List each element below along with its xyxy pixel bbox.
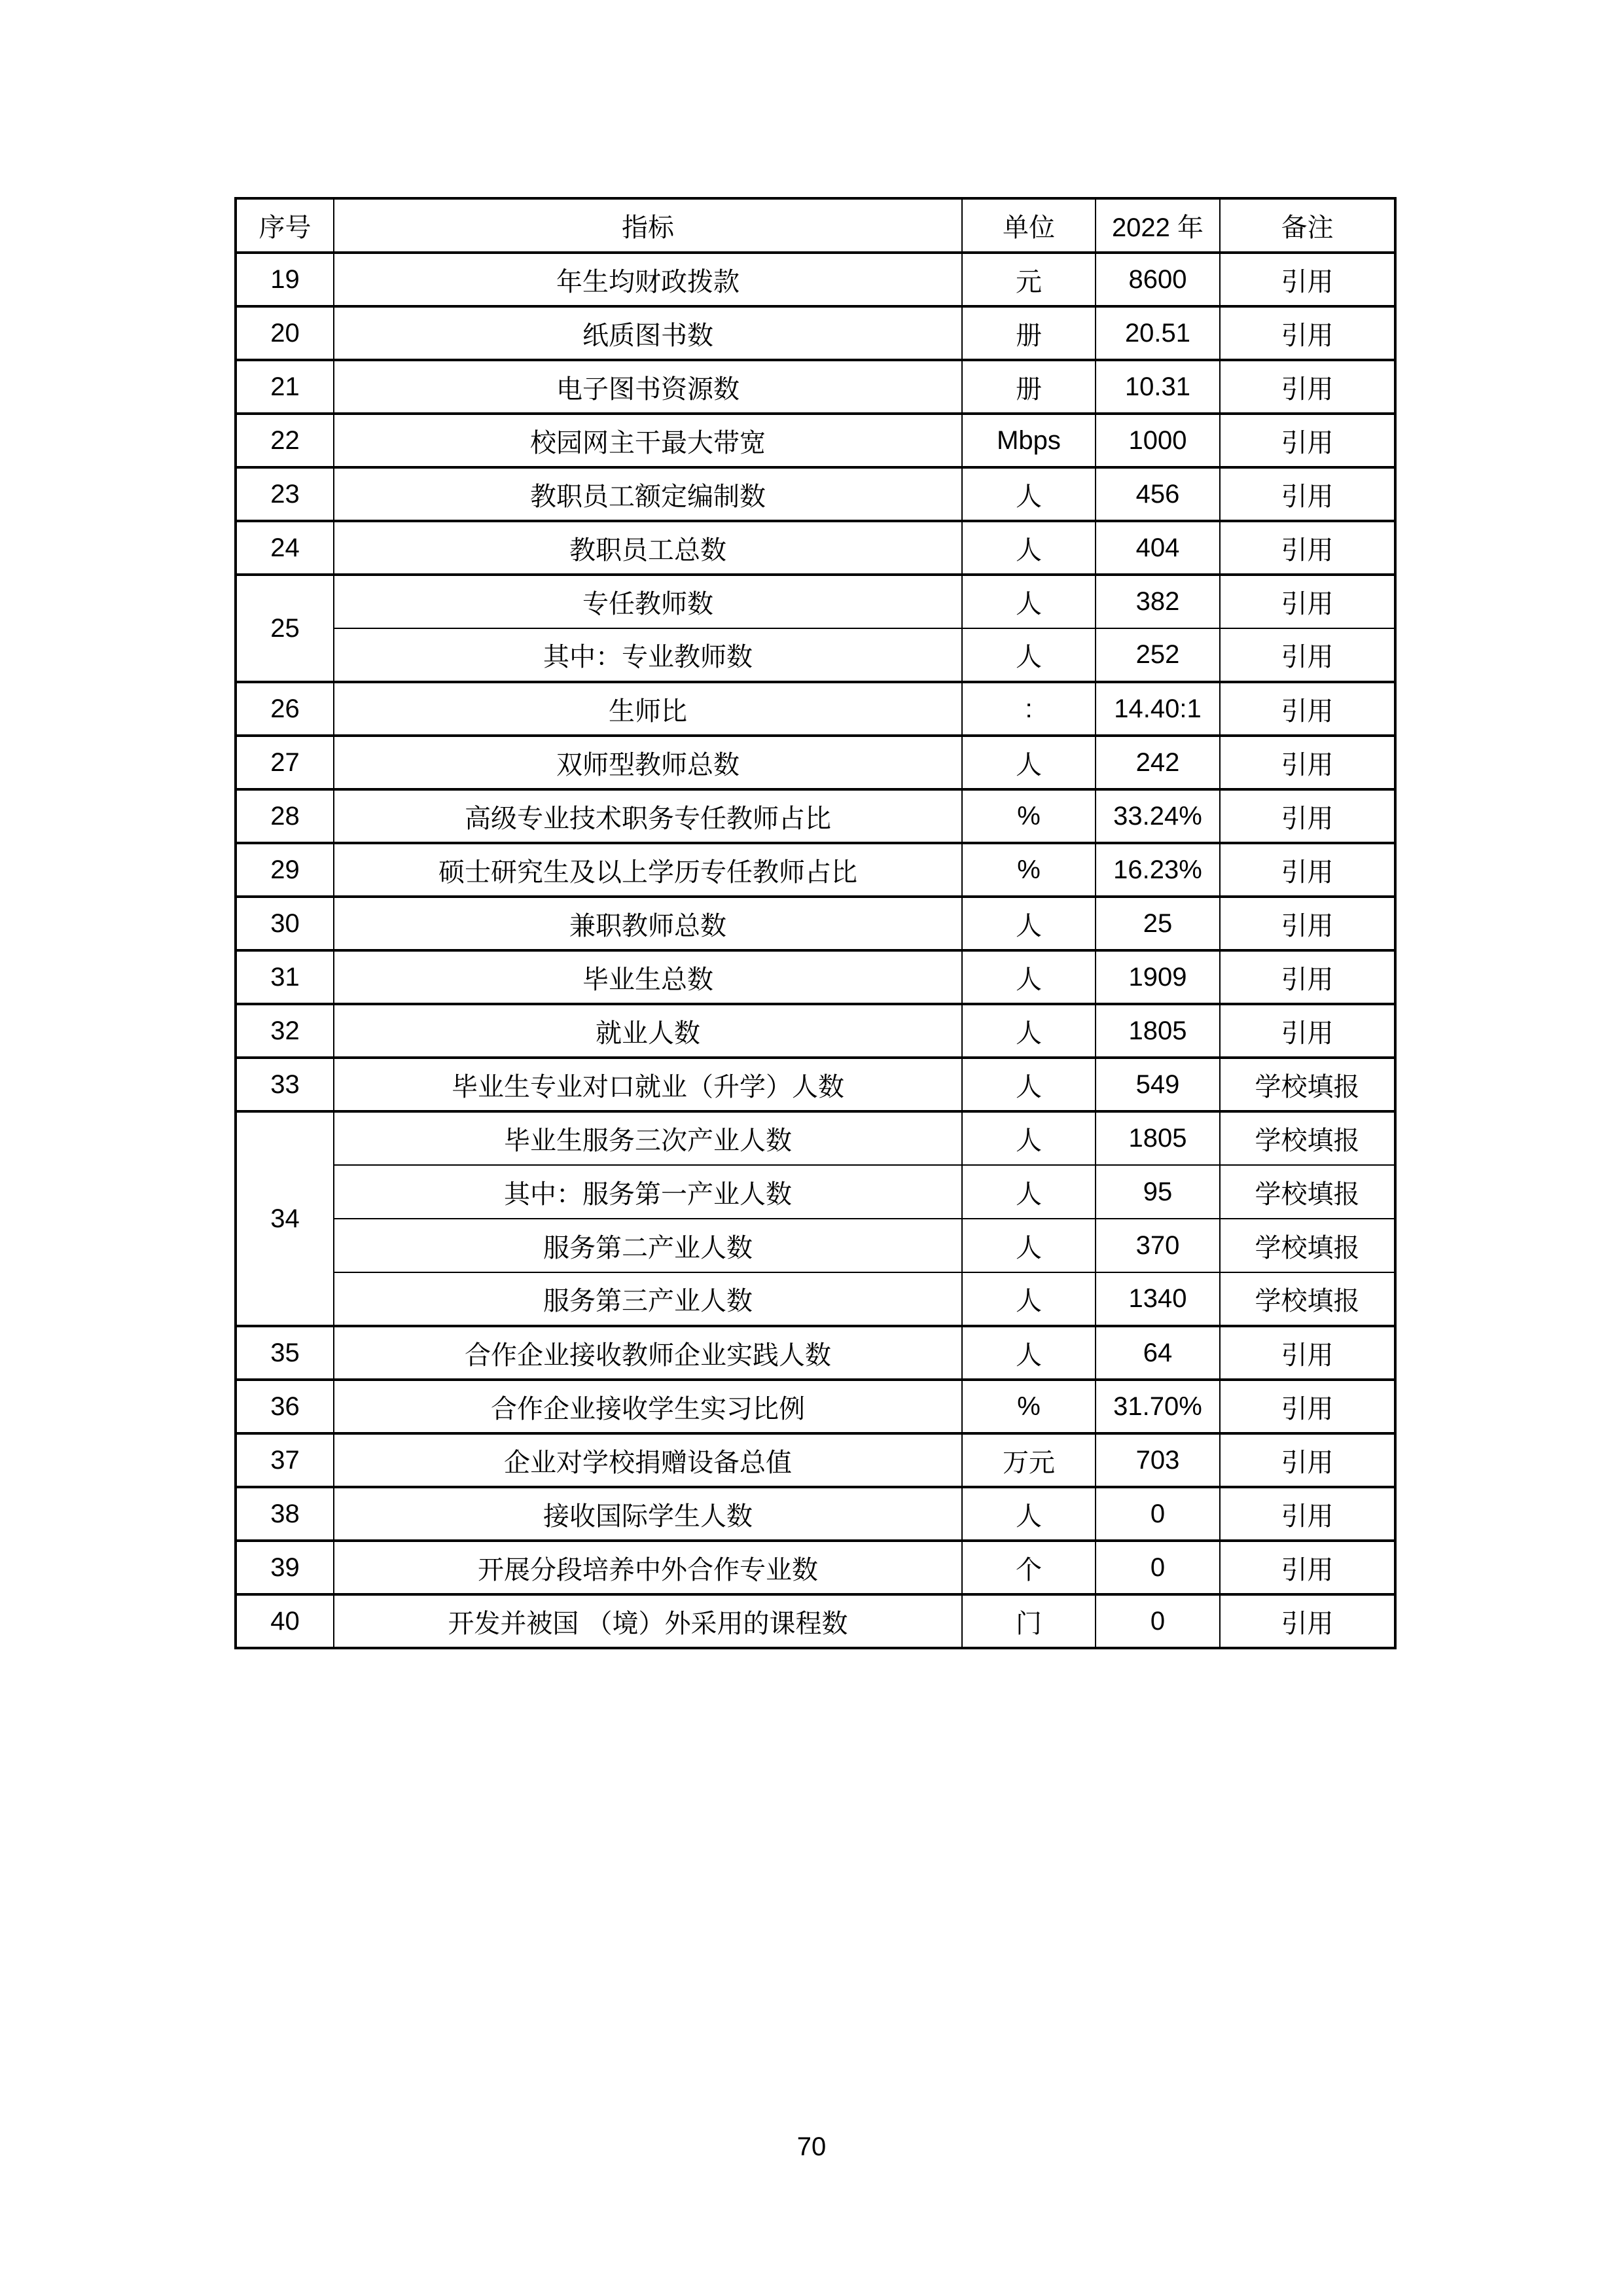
cell-serial-number: 36: [236, 1380, 334, 1433]
cell-value: 0: [1096, 1487, 1220, 1541]
cell-indicator: 教职员工额定编制数: [334, 467, 962, 521]
table-header-row: [236, 198, 1395, 253]
cell-value: 703: [1096, 1433, 1220, 1487]
cell-unit: 人: [962, 1004, 1096, 1058]
cell-value: 16.23%: [1096, 843, 1220, 897]
cell-indicator: 生师比: [334, 682, 962, 736]
cell-serial-number: 25: [236, 575, 334, 682]
cell-indicator: 其中：服务第一产业人数: [334, 1165, 962, 1219]
cell-value: 14.40:1: [1096, 682, 1220, 736]
cell-value: 549: [1096, 1058, 1220, 1111]
cell-note: 引用: [1220, 736, 1395, 789]
cell-unit: 人: [962, 575, 1096, 628]
cell-value: 252: [1096, 628, 1220, 682]
cell-value: 456: [1096, 467, 1220, 521]
cell-note: 引用: [1220, 306, 1395, 360]
cell-value: 95: [1096, 1165, 1220, 1219]
page-number: 70: [796, 2132, 827, 2161]
cell-serial-number: 40: [236, 1594, 334, 1648]
cell-serial-number: 27: [236, 736, 334, 789]
cell-serial-number: 38: [236, 1487, 334, 1541]
table-row: [236, 1004, 1395, 1058]
table-row: [236, 897, 1395, 950]
cell-indicator: 毕业生专业对口就业（升学）人数: [334, 1058, 962, 1111]
cell-note: 引用: [1220, 467, 1395, 521]
cell-value: 33.24%: [1096, 789, 1220, 843]
table-row: [236, 467, 1395, 521]
cell-unit: 人: [962, 521, 1096, 575]
cell-indicator: 服务第二产业人数: [334, 1219, 962, 1272]
cell-note: 学校填报: [1220, 1219, 1395, 1272]
cell-unit: 个: [962, 1541, 1096, 1594]
table-row: [236, 736, 1395, 789]
cell-indicator: 硕士研究生及以上学历专任教师占比: [334, 843, 962, 897]
cell-serial-number: 32: [236, 1004, 334, 1058]
cell-serial-number: 31: [236, 950, 334, 1004]
cell-unit: Mbps: [962, 414, 1096, 467]
table-row: [236, 1326, 1395, 1380]
cell-unit: 万元: [962, 1433, 1096, 1487]
cell-value: 0: [1096, 1541, 1220, 1594]
cell-note: 引用: [1220, 1594, 1395, 1648]
column-header-note: 备注: [1220, 198, 1395, 253]
table-body: [236, 253, 1395, 1648]
table-row: [236, 414, 1395, 467]
cell-value: 20.51: [1096, 306, 1220, 360]
cell-indicator: 纸质图书数: [334, 306, 962, 360]
cell-serial-number: 20: [236, 306, 334, 360]
cell-value: 0: [1096, 1594, 1220, 1648]
cell-note: 引用: [1220, 1433, 1395, 1487]
cell-serial-number: 24: [236, 521, 334, 575]
cell-value: 64: [1096, 1326, 1220, 1380]
cell-serial-number: 39: [236, 1541, 334, 1594]
cell-note: 引用: [1220, 1326, 1395, 1380]
cell-note: 引用: [1220, 1487, 1395, 1541]
cell-value: 10.31: [1096, 360, 1220, 414]
cell-indicator: 年生均财政拨款: [334, 253, 962, 306]
cell-unit: 人: [962, 1272, 1096, 1326]
table-row: [236, 1487, 1395, 1541]
cell-indicator: 毕业生服务三次产业人数: [334, 1111, 962, 1165]
cell-indicator: 开发并被国 （境）外采用的课程数: [334, 1594, 962, 1648]
cell-value: 1805: [1096, 1111, 1220, 1165]
cell-value: 404: [1096, 521, 1220, 575]
table-row: [236, 306, 1395, 360]
cell-unit: 人: [962, 1219, 1096, 1272]
cell-indicator: 就业人数: [334, 1004, 962, 1058]
cell-note: 引用: [1220, 1004, 1395, 1058]
cell-serial-number: 19: [236, 253, 334, 306]
column-header-serial: 序号: [236, 198, 334, 253]
cell-serial-number: 37: [236, 1433, 334, 1487]
table-row: [236, 521, 1395, 575]
column-header-unit: 单位: [962, 198, 1096, 253]
cell-unit: 人: [962, 736, 1096, 789]
table-row: [236, 575, 1395, 628]
table-sub-row: [236, 1165, 1395, 1219]
table-row: [236, 682, 1395, 736]
cell-serial-number: 28: [236, 789, 334, 843]
cell-value: 8600: [1096, 253, 1220, 306]
table-row: [236, 1380, 1395, 1433]
cell-indicator: 其中：专业教师数: [334, 628, 962, 682]
cell-indicator: 双师型教师总数: [334, 736, 962, 789]
cell-unit: 册: [962, 360, 1096, 414]
table-row: [236, 843, 1395, 897]
cell-indicator: 服务第三产业人数: [334, 1272, 962, 1326]
cell-value: 31.70%: [1096, 1380, 1220, 1433]
cell-serial-number: 33: [236, 1058, 334, 1111]
cell-value: 382: [1096, 575, 1220, 628]
cell-unit: 人: [962, 1165, 1096, 1219]
cell-serial-number: 22: [236, 414, 334, 467]
table-row: [236, 789, 1395, 843]
cell-note: 引用: [1220, 360, 1395, 414]
cell-value: 1909: [1096, 950, 1220, 1004]
cell-serial-number: 21: [236, 360, 334, 414]
cell-note: 引用: [1220, 628, 1395, 682]
cell-unit: 人: [962, 1058, 1096, 1111]
table-row: [236, 1433, 1395, 1487]
table-row: [236, 950, 1395, 1004]
cell-unit: 人: [962, 1111, 1096, 1165]
cell-value: 25: [1096, 897, 1220, 950]
cell-value: 1340: [1096, 1272, 1220, 1326]
cell-unit: 元: [962, 253, 1096, 306]
cell-note: 引用: [1220, 253, 1395, 306]
cell-indicator: 教职员工总数: [334, 521, 962, 575]
cell-note: 学校填报: [1220, 1165, 1395, 1219]
cell-unit: 人: [962, 1326, 1096, 1380]
cell-indicator: 兼职教师总数: [334, 897, 962, 950]
cell-unit: 门: [962, 1594, 1096, 1648]
cell-serial-number: 35: [236, 1326, 334, 1380]
cell-unit: %: [962, 789, 1096, 843]
cell-unit: %: [962, 843, 1096, 897]
cell-note: 学校填报: [1220, 1058, 1395, 1111]
cell-note: 学校填报: [1220, 1111, 1395, 1165]
cell-note: 引用: [1220, 950, 1395, 1004]
table-sub-row: [236, 1219, 1395, 1272]
cell-indicator: 毕业生总数: [334, 950, 962, 1004]
cell-note: 引用: [1220, 789, 1395, 843]
cell-serial-number: 23: [236, 467, 334, 521]
cell-indicator: 开展分段培养中外合作专业数: [334, 1541, 962, 1594]
cell-indicator: 企业对学校捐赠设备总值: [334, 1433, 962, 1487]
cell-note: 引用: [1220, 575, 1395, 628]
cell-indicator: 专任教师数: [334, 575, 962, 628]
table-sub-row: [236, 1272, 1395, 1326]
cell-serial-number: 26: [236, 682, 334, 736]
cell-indicator: 高级专业技术职务专任教师占比: [334, 789, 962, 843]
cell-note: 引用: [1220, 1541, 1395, 1594]
cell-note: 引用: [1220, 521, 1395, 575]
column-header-year: 2022 年: [1096, 198, 1220, 253]
cell-unit: 人: [962, 950, 1096, 1004]
cell-note: 引用: [1220, 843, 1395, 897]
cell-note: 引用: [1220, 682, 1395, 736]
cell-unit: %: [962, 1380, 1096, 1433]
cell-note: 学校填报: [1220, 1272, 1395, 1326]
cell-indicator: 合作企业接收教师企业实践人数: [334, 1326, 962, 1380]
table-row: [236, 253, 1395, 306]
cell-value: 370: [1096, 1219, 1220, 1272]
table-sub-row: [236, 628, 1395, 682]
cell-indicator: 电子图书资源数: [334, 360, 962, 414]
table-row: [236, 1111, 1395, 1165]
cell-unit: 人: [962, 467, 1096, 521]
cell-note: 引用: [1220, 1380, 1395, 1433]
table-row: [236, 1058, 1395, 1111]
cell-serial-number: 29: [236, 843, 334, 897]
cell-value: 1000: [1096, 414, 1220, 467]
cell-value: 242: [1096, 736, 1220, 789]
table-row: [236, 1541, 1395, 1594]
cell-unit: 人: [962, 1487, 1096, 1541]
cell-unit: 册: [962, 306, 1096, 360]
cell-value: 1805: [1096, 1004, 1220, 1058]
cell-serial-number: 34: [236, 1111, 334, 1326]
cell-indicator: 校园网主干最大带宽: [334, 414, 962, 467]
cell-unit: :: [962, 682, 1096, 736]
cell-unit: 人: [962, 628, 1096, 682]
cell-note: 引用: [1220, 897, 1395, 950]
cell-indicator: 接收国际学生人数: [334, 1487, 962, 1541]
table-row: [236, 360, 1395, 414]
indicator-table: [234, 197, 1397, 1649]
cell-serial-number: 30: [236, 897, 334, 950]
column-header-indicator: 指标: [334, 198, 962, 253]
table-row: [236, 1594, 1395, 1648]
cell-note: 引用: [1220, 414, 1395, 467]
cell-unit: 人: [962, 897, 1096, 950]
cell-indicator: 合作企业接收学生实习比例: [334, 1380, 962, 1433]
